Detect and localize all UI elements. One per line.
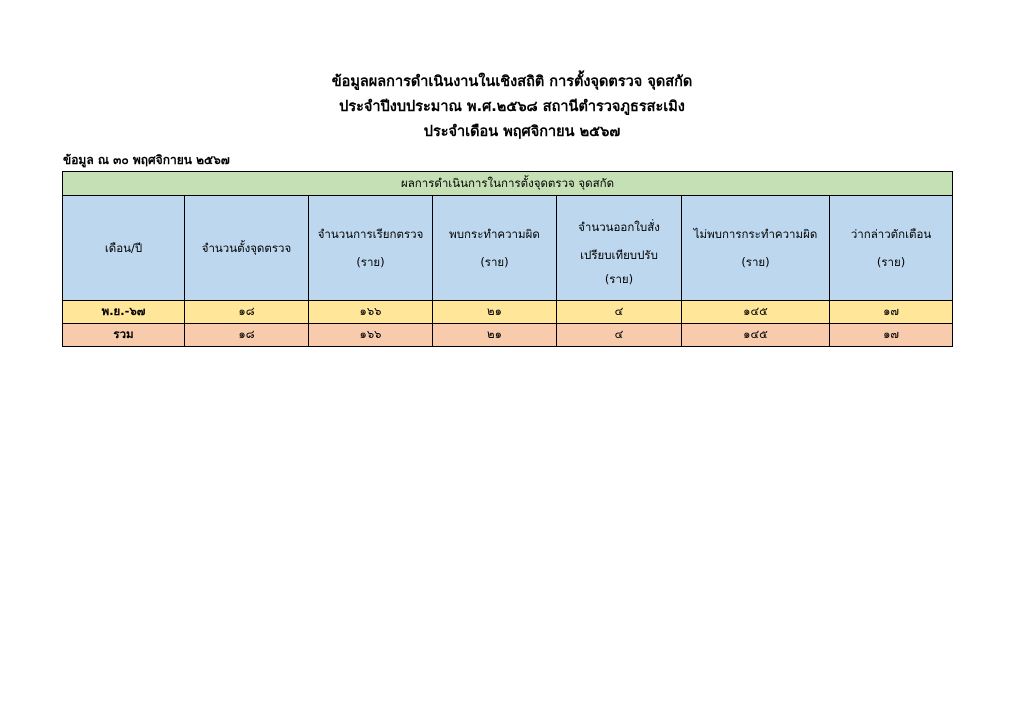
table-banner: ผลการดำเนินการในการตั้งจุดตรวจ จุดสกัด: [63, 172, 953, 196]
header-month-year: [63, 196, 185, 301]
cell-offenses: ๒๑: [433, 301, 557, 324]
header-line: จำนวนการเรียกตรวจ: [317, 227, 424, 241]
cell-tickets: ๔: [557, 301, 682, 324]
cell-warnings: ๑๗: [830, 324, 953, 347]
header-unit: (ราย): [741, 255, 770, 269]
cell-inspections: ๑๖๖: [309, 301, 433, 324]
header-line: ว่ากล่าวตักเตือน: [850, 227, 932, 241]
header-line: พบกระทำความผิด: [449, 227, 540, 241]
header-line: เดือน/ปี: [104, 241, 143, 255]
title-line-3: ประจำเดือน พฤศจิกายน ๒๕๖๗: [423, 124, 621, 140]
cell-warnings: ๑๗: [830, 301, 953, 324]
document-title: [0, 70, 1024, 145]
row-label: รวม: [63, 324, 185, 347]
cell-no-offense: ๑๔๕: [682, 324, 830, 347]
header-checkpoints-count: [185, 196, 309, 301]
data-as-of-date: ข้อมูล ณ ๓๐ พฤศจิกายน ๒๕๖๗: [63, 153, 230, 167]
header-unit: (ราย): [480, 255, 509, 269]
header-warnings: [830, 196, 953, 301]
cell-inspections: ๑๖๖: [309, 324, 433, 347]
cell-checkpoints: ๑๘: [185, 324, 309, 347]
header-line: ไม่พบการกระทำความผิด: [693, 227, 818, 241]
header-tickets-issued: [557, 196, 682, 301]
cell-checkpoints: ๑๘: [185, 301, 309, 324]
header-line-2: เปรียบเทียบปรับ: [580, 248, 658, 262]
cell-tickets: ๔: [557, 324, 682, 347]
header-offenses-found: [433, 196, 557, 301]
header-line: จำนวนออกใบสั่ง: [578, 220, 660, 234]
cell-offenses: ๒๑: [433, 324, 557, 347]
table-header-row: [63, 196, 953, 301]
table-row-total: [63, 324, 953, 347]
header-inspections-count: [309, 196, 433, 301]
row-label: พ.ย.-๖๗: [63, 301, 185, 324]
title-line-2: ประจำปีงบประมาณ พ.ศ.๒๕๖๘ สถานีตำรวจภูธรสะเมิง: [339, 99, 685, 115]
header-unit: (ราย): [876, 255, 906, 269]
header-unit: (ราย): [356, 255, 385, 269]
header-line: จำนวนตั้งจุดตรวจ: [201, 241, 292, 255]
header-unit: (ราย): [604, 272, 634, 286]
checkpoint-statistics-table: [62, 171, 953, 347]
title-line-1: ข้อมูลผลการดำเนินงานในเชิงสถิติ การตั้งจุดตรวจ จุดสกัด: [331, 74, 693, 90]
cell-no-offense: ๑๔๕: [682, 301, 830, 324]
table-row-month: [63, 301, 953, 324]
header-no-offense-found: [682, 196, 830, 301]
